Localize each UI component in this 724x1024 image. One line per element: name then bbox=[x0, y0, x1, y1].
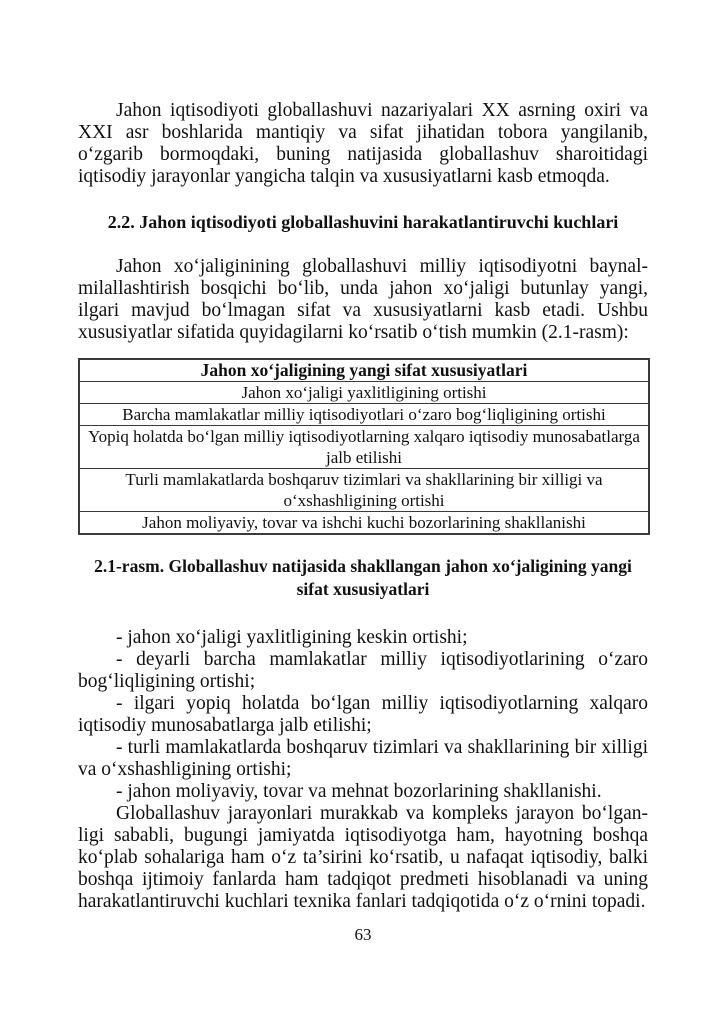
table-row bbox=[79, 469, 649, 512]
table-cell: Yopiq holatda bo‘lgan milliy iqtisodiyotlarning xalqaro iqtisodiy munosabatlarga jalb etilishi bbox=[79, 426, 649, 469]
bullet-item: - jahon moliyaviy, tovar va mehnat bozorlarining shakllanishi. bbox=[116, 781, 602, 802]
table-row bbox=[79, 512, 649, 535]
table-row bbox=[79, 404, 649, 426]
section-heading: 2.2. Jahon iqtisodiyoti globallashuvini harakatlantiruvchi kuchlari bbox=[107, 212, 619, 232]
page-number: 63 bbox=[354, 925, 372, 944]
table-cell: Barcha mamlakatlar milliy iqtisodiyotlari o‘zaro bog‘liqligining ortishi bbox=[79, 404, 649, 426]
table-cell: Turli mamlakatlarda boshqaruv tizimlari va shakllarining bir xilligi va o‘xshashligining ortishi bbox=[79, 469, 649, 512]
figure-table bbox=[78, 358, 650, 535]
section-paragraph: Jahon xo‘jaliginining globallashuvi milliy iqtisodiyotni baynal-milallashtirish bosqichi bo‘lib, unda jahon xo‘jaligi butunlay yangi, ilgari mavjud bo‘lmagan sifat va xususiyatlarni kasb etadi. Ushbu xususiyatlar sifatida quyidagilarni ko‘rsatib o‘tish mumkin (2.1-rasm): bbox=[78, 256, 648, 343]
bullet-item: - jahon xo‘jaligi yaxlitligining keskin ortishi; bbox=[116, 627, 468, 648]
closing-paragraph: Globallashuv jarayonlari murakkab va kompleks jarayon bo‘lgan-ligi sababli, bugungi jamiyatda iqtisodiyotga ham, hayotning boshqa ko‘plab sohalariga ham o‘z ta’sirini ko‘rsatib, u nafaqat iqtisodiy, balki boshqa ijtimoiy fanlarda ham tadqiqot predmeti hisoblanadi va uning harakatlantiruvchi kuchlari texnika fanlari tadqiqotida o‘z o‘rnini topadi. bbox=[78, 803, 648, 912]
table-header-row bbox=[79, 359, 649, 382]
table-row bbox=[79, 426, 649, 469]
bullet-item: - deyarli barcha mamlakatlar milliy iqtisodiyotlarining o‘zaro bog‘liqligining ortishi; bbox=[78, 649, 648, 692]
intro-paragraph: Jahon iqtisodiyoti globallashuvi nazariyalari XX asrning oxiri va XXI asr boshlarida mantiqiy va sifat jihatidan tobora yangilanib, o‘zgarib bormoqdaki, buning natijasida globallashuv sharoitidagi iqtisodiy jarayonlar yangicha talqin va xususiyatlarni kasb etmoqda. bbox=[78, 100, 648, 187]
bullet-item: - ilgari yopiq holatda bo‘lgan milliy iqtisodiyotlarning xalqaro iqtisodiy munosabatlarga jalb etilishi; bbox=[78, 693, 648, 736]
table-cell: Jahon xo‘jaligi yaxlitligining ortishi bbox=[79, 382, 649, 404]
table-header-cell: Jahon xo‘jaligining yangi sifat xususiyatlari bbox=[79, 359, 649, 382]
table-row bbox=[79, 382, 649, 404]
table-cell: Jahon moliyaviy, tovar va ishchi kuchi bozorlarining shakllanishi bbox=[79, 512, 649, 535]
figure-caption: 2.1-rasm. Globallashuv natijasida shakllangan jahon xo‘jaligining yangi sifat xususiyatlari bbox=[94, 556, 632, 599]
bullet-item: - turli mamlakatlarda boshqaruv tizimlari va shakllarining bir xilligi va o‘xshashligining ortishi; bbox=[78, 737, 648, 780]
bullet-list bbox=[78, 627, 648, 803]
